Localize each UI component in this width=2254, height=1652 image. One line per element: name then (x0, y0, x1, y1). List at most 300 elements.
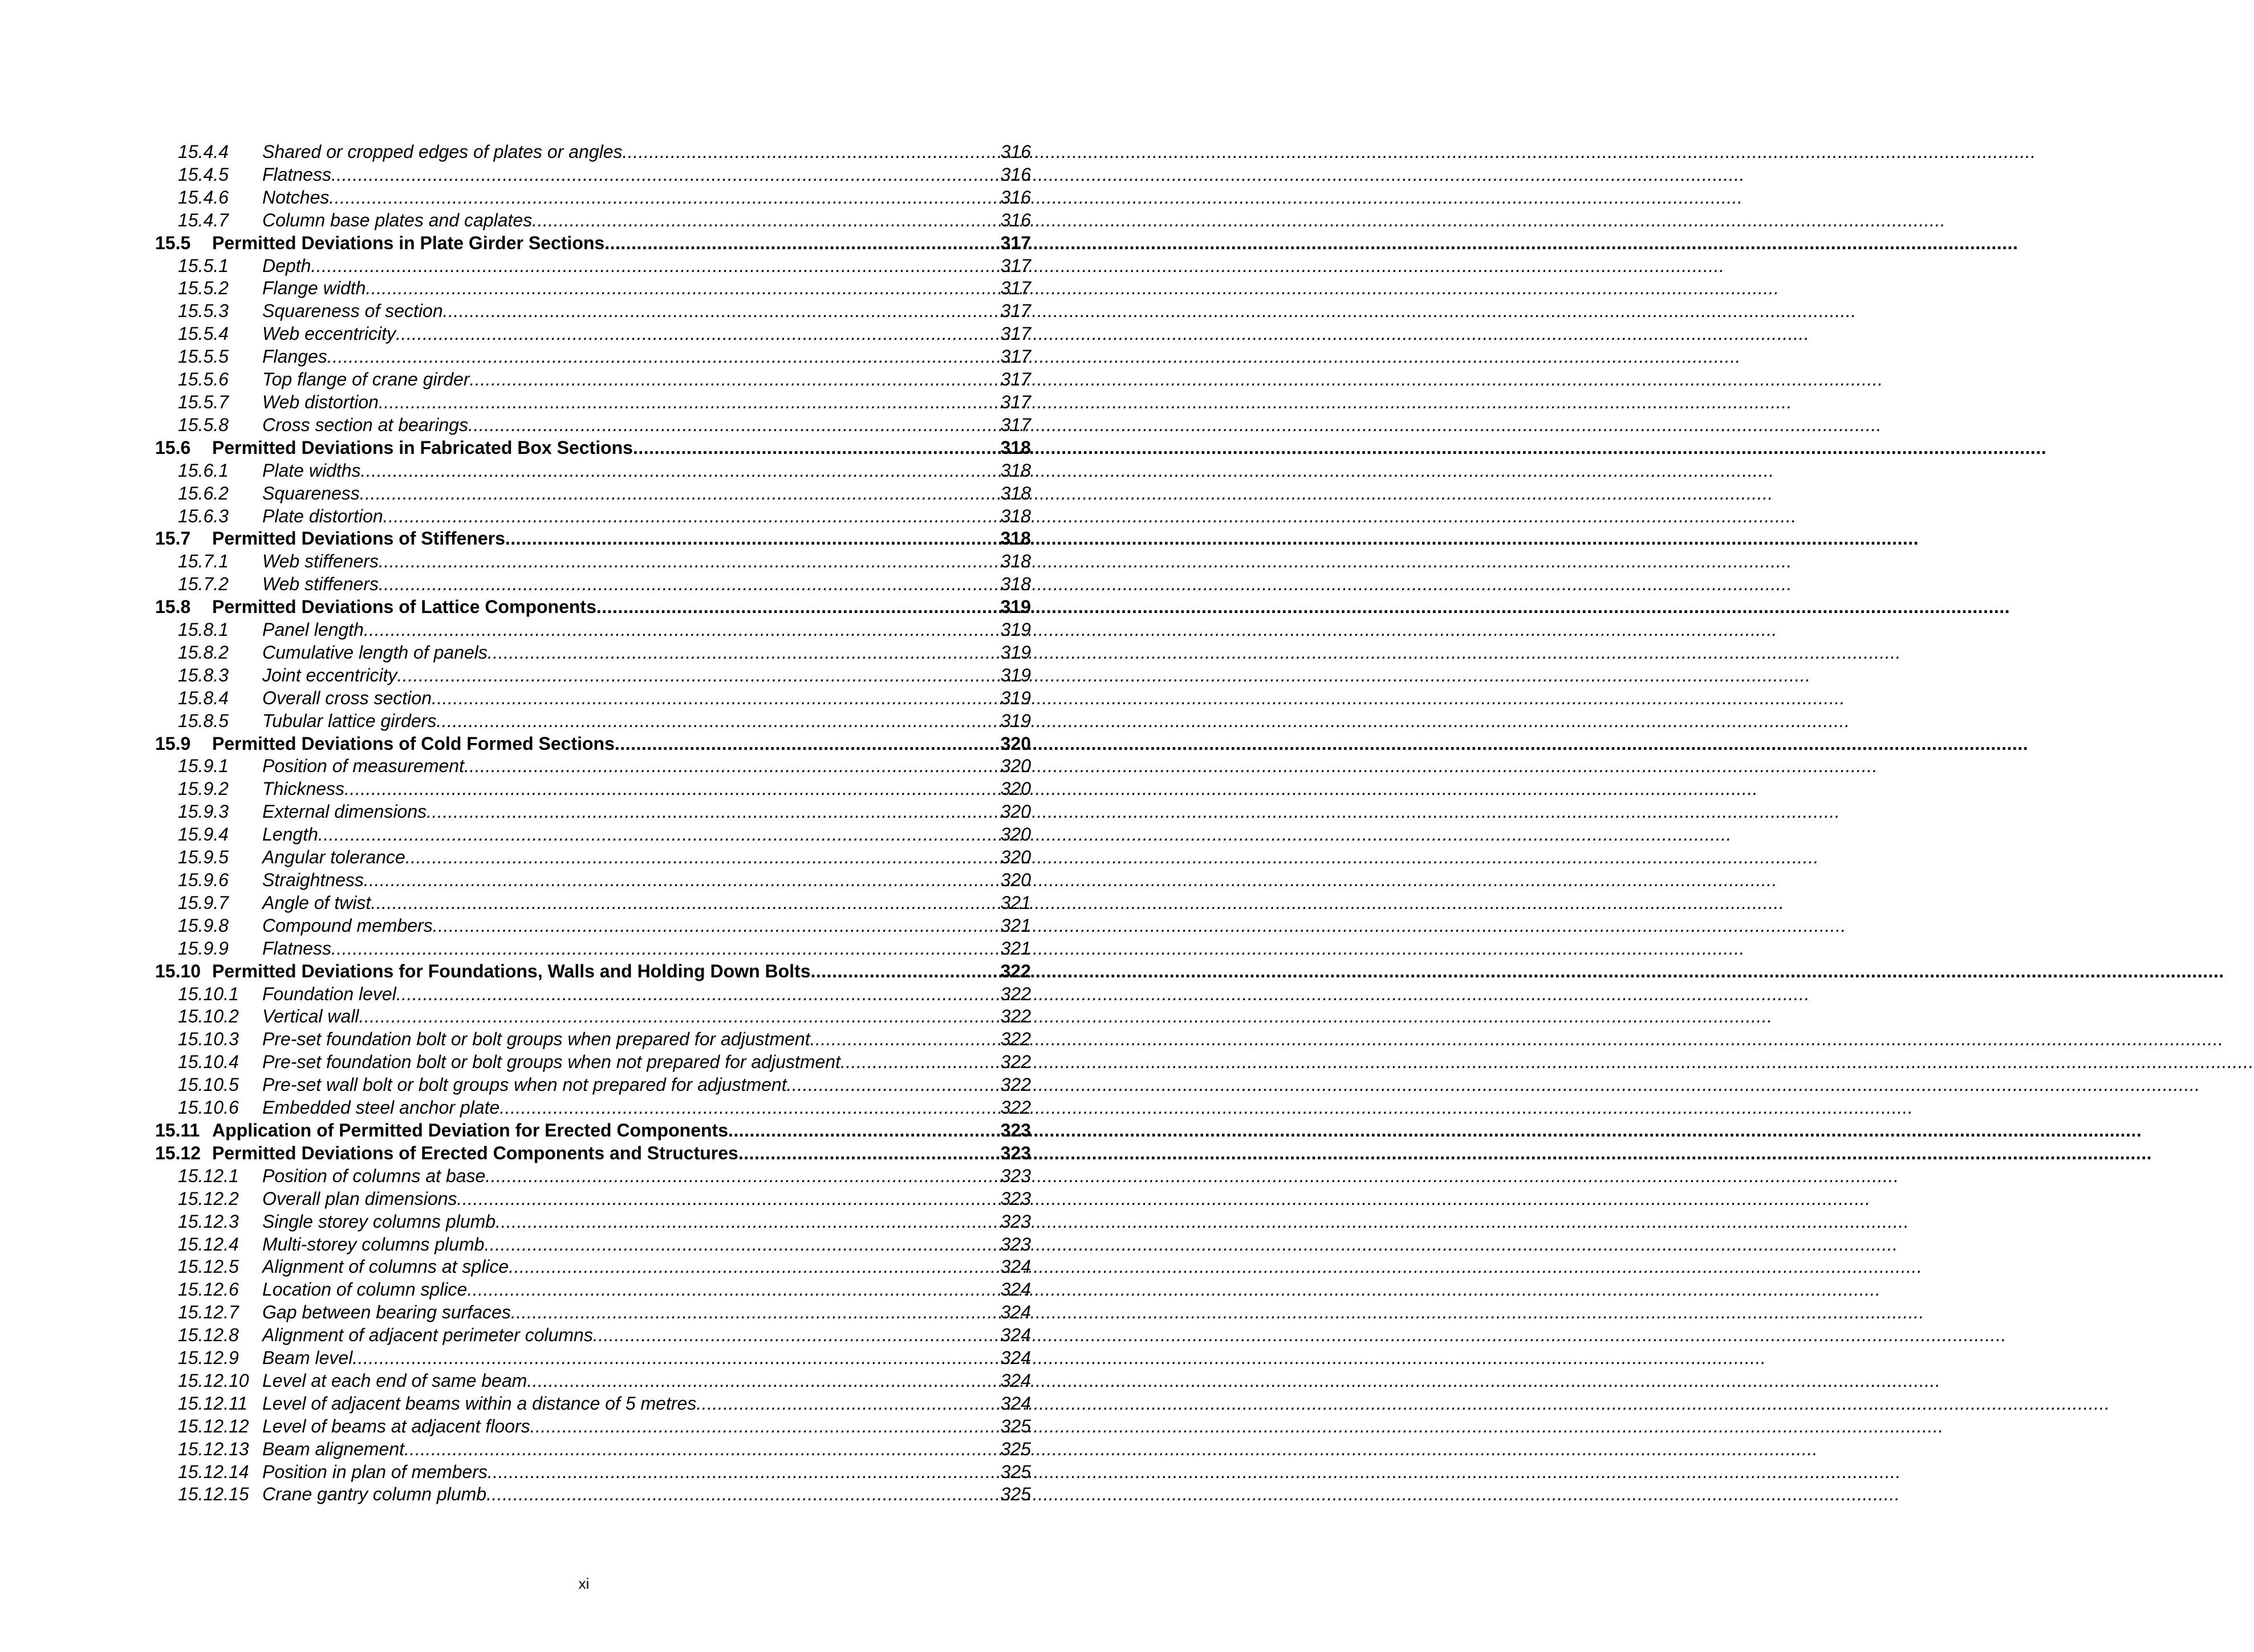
toc-subsection-entry[interactable] (155, 186, 1031, 209)
toc-entry-number: 15.5.1 (178, 255, 229, 276)
toc-entry-number: 15.12.14 (178, 1461, 249, 1482)
toc-entry-page: 317 (1000, 391, 1031, 412)
toc-entry-page: 324 (1000, 1370, 1031, 1391)
toc-subsection-entry[interactable] (155, 1438, 1031, 1461)
toc-subsection-entry[interactable] (155, 141, 1031, 164)
toc-section-entry[interactable] (155, 733, 1031, 756)
toc-subsection-entry[interactable] (155, 1097, 1031, 1119)
toc-subsection-entry[interactable] (155, 823, 1031, 846)
toc-dot-leader (427, 801, 1000, 823)
toc-entry-number: 15.12.6 (178, 1279, 239, 1300)
table-of-contents (155, 141, 1031, 1506)
toc-entry-title: Single storey columns plumb (262, 1211, 496, 1232)
toc-entry-page: 320 (1000, 801, 1031, 822)
toc-dot-leader (433, 915, 1001, 937)
toc-subsection-entry[interactable] (155, 414, 1031, 437)
toc-subsection-entry[interactable] (155, 1211, 1031, 1233)
toc-dot-leader (486, 1483, 1001, 1506)
toc-subsection-entry[interactable] (155, 255, 1031, 278)
toc-entry-number: 15.12.13 (178, 1438, 249, 1459)
toc-entry-page: 316 (1000, 164, 1031, 185)
toc-dot-leader (532, 209, 1000, 232)
toc-entry-title: Web stiffeners (262, 551, 379, 572)
toc-dot-leader (509, 1256, 1000, 1278)
toc-subsection-entry[interactable] (155, 1393, 1031, 1415)
toc-dot-leader (396, 983, 1001, 1006)
toc-entry-title: Flange width (262, 278, 366, 299)
toc-entry-number: 15.4.7 (178, 209, 229, 230)
toc-subsection-entry[interactable] (155, 505, 1031, 528)
toc-entry-page: 321 (1000, 937, 1031, 959)
toc-section-entry[interactable] (155, 437, 1031, 460)
toc-entry-number: 15.12.5 (178, 1256, 239, 1277)
toc-entry-number: 15.12.11 (178, 1393, 248, 1414)
toc-entry-number: 15.9.6 (178, 870, 229, 890)
toc-entry-number: 15.10.5 (178, 1074, 239, 1095)
toc-dot-leader (468, 414, 1001, 437)
toc-entry-number: 15.12.7 (178, 1302, 239, 1323)
toc-entry-number: 15.4.5 (178, 164, 229, 185)
toc-entry-title: Panel length (262, 619, 364, 640)
toc-entry-number: 15.9.4 (178, 824, 229, 845)
toc-entry-page: 324 (1000, 1302, 1031, 1323)
toc-entry-title: Angle of twist (262, 892, 371, 913)
toc-entry-page: 322 (1000, 1052, 1031, 1073)
toc-subsection-entry[interactable] (155, 1301, 1031, 1324)
toc-entry-title: Straightness (262, 870, 364, 890)
toc-subsection-entry[interactable] (155, 1165, 1031, 1188)
toc-dot-leader (470, 368, 1001, 391)
toc-subsection-entry[interactable] (155, 915, 1031, 937)
toc-subsection-entry[interactable] (155, 368, 1031, 391)
toc-entry-page: 323 (1000, 1165, 1031, 1186)
toc-entry-number: 15.5 (155, 232, 191, 253)
toc-subsection-entry[interactable] (155, 460, 1031, 482)
toc-entry-page: 319 (1000, 619, 1031, 640)
toc-entry-number: 15.4.6 (178, 186, 229, 208)
toc-entry-number: 15.8.4 (178, 687, 229, 708)
toc-entry-number: 15.5.7 (178, 391, 229, 412)
toc-dot-leader (633, 437, 1001, 460)
toc-entry-number: 15.12.1 (178, 1165, 239, 1186)
toc-entry-title: Alignment of columns at splice (262, 1256, 509, 1277)
toc-subsection-entry[interactable] (155, 937, 1031, 960)
toc-entry-title: Overall cross section (262, 687, 432, 708)
toc-entry-page: 323 (1000, 1188, 1031, 1209)
toc-dot-leader (329, 186, 1000, 209)
toc-entry-number: 15.12.9 (178, 1347, 239, 1369)
toc-subsection-entry[interactable] (155, 1233, 1031, 1256)
toc-entry-number: 15.12.15 (178, 1484, 249, 1505)
toc-dot-leader (457, 1188, 1001, 1211)
toc-entry-title: Length (262, 824, 318, 845)
toc-dot-leader (361, 460, 1001, 482)
toc-subsection-entry[interactable] (155, 642, 1031, 664)
toc-dot-leader (365, 277, 1000, 300)
toc-subsection-entry[interactable] (155, 573, 1031, 596)
toc-dot-leader (318, 823, 1001, 846)
toc-entry-number: 15.12.3 (178, 1211, 239, 1232)
toc-subsection-entry[interactable] (155, 346, 1031, 368)
toc-subsection-entry[interactable] (155, 1415, 1031, 1438)
toc-dot-leader (331, 937, 1001, 960)
toc-entry-title: Web eccentricity (262, 323, 396, 344)
toc-entry-number: 15.10.4 (178, 1052, 239, 1073)
toc-subsection-entry[interactable] (155, 1005, 1031, 1028)
toc-section-entry[interactable] (155, 527, 1031, 550)
toc-entry-number: 15.7 (155, 528, 191, 549)
toc-entry-page: 322 (1000, 1074, 1031, 1095)
toc-entry-number: 15.9.9 (178, 937, 229, 959)
toc-entry-title: Permitted Deviations in Fabricated Box Sections (212, 437, 633, 458)
toc-entry-title: Column base plates and caplates (262, 209, 533, 230)
toc-entry-page: 322 (1000, 960, 1031, 981)
toc-dot-leader (728, 1119, 1001, 1142)
toc-entry-page: 317 (1000, 232, 1031, 253)
toc-entry-title: Level of adjacent beams within a distance of 5 metres (262, 1393, 697, 1414)
toc-entry-number: 15.9.1 (178, 756, 229, 777)
toc-dot-leader (443, 300, 1001, 323)
toc-entry-page: 322 (1000, 983, 1031, 1004)
toc-entry-page: 319 (1000, 687, 1031, 708)
toc-entry-page: 316 (1000, 209, 1031, 230)
toc-dot-leader (488, 1461, 1001, 1484)
toc-subsection-entry[interactable] (155, 1324, 1031, 1347)
toc-subsection-entry[interactable] (155, 619, 1031, 642)
toc-dot-leader (331, 164, 1001, 186)
toc-dot-leader (436, 710, 1000, 733)
toc-entry-number: 15.8.5 (178, 710, 229, 731)
toc-entry-page: 324 (1000, 1279, 1031, 1300)
toc-entry-page: 320 (1000, 778, 1031, 799)
toc-entry-title: Notches (262, 186, 330, 208)
toc-entry-title: Foundation level (262, 983, 396, 1004)
toc-entry-number: 15.9.2 (178, 778, 229, 799)
toc-entry-number: 15.11 (155, 1119, 200, 1140)
toc-entry-title: Cumulative length of panels (262, 642, 488, 663)
toc-entry-title: Beam level (262, 1347, 353, 1369)
toc-entry-title: Permitted Deviations of Cold Formed Sections (212, 733, 615, 754)
toc-entry-title: Multi-storey columns plumb (262, 1233, 485, 1255)
toc-entry-title: External dimensions (262, 801, 427, 822)
toc-entry-page: 319 (1000, 710, 1031, 731)
toc-dot-leader (840, 1051, 1001, 1074)
toc-dot-leader (738, 1142, 1001, 1165)
toc-section-entry[interactable] (155, 1119, 1031, 1142)
toc-entry-page: 317 (1000, 255, 1031, 276)
toc-entry-page: 324 (1000, 1347, 1031, 1369)
toc-entry-title: Beam alignement (262, 1438, 405, 1459)
toc-dot-leader (359, 1005, 1001, 1028)
toc-entry-title: Angular tolerance (262, 847, 405, 868)
toc-entry-title: Thickness (262, 778, 345, 799)
toc-entry-number: 15.6.1 (178, 460, 229, 481)
toc-entry-number: 15.9.3 (178, 801, 229, 822)
toc-entry-number: 15.12.8 (178, 1325, 239, 1346)
toc-entry-page: 318 (1000, 482, 1031, 504)
toc-entry-number: 15.5.4 (178, 323, 229, 344)
toc-dot-leader (499, 1097, 1000, 1119)
toc-entry-title: Squareness (262, 482, 360, 504)
toc-dot-leader (371, 892, 1000, 915)
toc-entry-title: Joint eccentricity (262, 664, 397, 685)
toc-entry-title: Permitted Deviations in Plate Girder Sections (212, 232, 605, 253)
toc-entry-number: 15.9.8 (178, 915, 229, 936)
toc-dot-leader (593, 1324, 1001, 1347)
toc-entry-number: 15.5.8 (178, 414, 229, 435)
toc-dot-leader (364, 619, 1001, 642)
toc-dot-leader (527, 1370, 1000, 1393)
toc-entry-page: 316 (1000, 141, 1031, 162)
toc-entry-number: 15.12 (155, 1142, 201, 1163)
toc-dot-leader (379, 391, 1001, 414)
toc-entry-number: 15.5.5 (178, 346, 229, 367)
page-number: xi (578, 1575, 590, 1592)
toc-entry-title: Permitted Deviations of Erected Components and Structures (212, 1142, 738, 1163)
toc-entry-page: 320 (1000, 824, 1031, 845)
toc-entry-title: Pre-set foundation bolt or bolt groups when prepared for adjustment (262, 1029, 810, 1050)
toc-entry-page: 319 (1000, 596, 1031, 618)
toc-entry-title: Top flange of crane girder (262, 369, 470, 390)
toc-entry-title: Vertical wall (262, 1006, 359, 1027)
toc-entry-title: Gap between bearing surfaces (262, 1302, 511, 1323)
toc-entry-title: Position in plan of members (262, 1461, 488, 1482)
toc-entry-page: 323 (1000, 1142, 1031, 1163)
toc-dot-leader (464, 755, 1001, 778)
toc-entry-page: 318 (1000, 505, 1031, 526)
toc-dot-leader (360, 482, 1001, 505)
toc-entry-page: 318 (1000, 528, 1031, 549)
toc-entry-number: 15.4.4 (178, 141, 229, 162)
toc-entry-title: Depth (262, 255, 311, 276)
toc-entry-page: 317 (1000, 301, 1031, 322)
toc-subsection-entry[interactable] (155, 323, 1031, 346)
toc-subsection-entry[interactable] (155, 983, 1031, 1006)
toc-dot-leader (530, 1415, 1001, 1438)
toc-entry-number: 15.10.2 (178, 1006, 239, 1027)
toc-dot-leader (485, 1165, 1000, 1188)
toc-entry-page: 323 (1000, 1119, 1031, 1140)
toc-entry-title: Embedded steel anchor plate (262, 1097, 500, 1118)
toc-entry-number: 15.10.1 (178, 983, 239, 1004)
toc-subsection-entry[interactable] (155, 869, 1031, 892)
toc-entry-number: 15.10.3 (178, 1029, 239, 1050)
toc-entry-number: 15.9.7 (178, 892, 229, 913)
toc-entry-title: Squareness of section (262, 301, 443, 322)
toc-dot-leader (404, 1438, 1001, 1461)
toc-entry-title: Level of beams at adjacent floors (262, 1415, 530, 1436)
toc-dot-leader (496, 1211, 1001, 1233)
toc-entry-page: 320 (1000, 733, 1031, 754)
toc-entry-title: Compound members (262, 915, 433, 936)
toc-entry-page: 324 (1000, 1256, 1031, 1277)
toc-dot-leader (383, 505, 1001, 528)
toc-entry-number: 15.10.6 (178, 1097, 239, 1118)
toc-subsection-entry[interactable] (155, 1461, 1031, 1484)
toc-entry-number: 15.12.10 (178, 1370, 249, 1391)
toc-entry-page: 325 (1000, 1484, 1031, 1505)
toc-entry-page: 317 (1000, 323, 1031, 344)
toc-entry-number: 15.8.2 (178, 642, 229, 663)
toc-dot-leader (364, 869, 1001, 892)
toc-subsection-entry[interactable] (155, 164, 1031, 186)
toc-entry-number: 15.9.5 (178, 847, 229, 868)
toc-dot-leader (327, 346, 1001, 368)
toc-subsection-entry[interactable] (155, 801, 1031, 823)
toc-entry-number: 15.5.3 (178, 301, 229, 322)
toc-dot-leader (787, 1074, 1001, 1097)
toc-subsection-entry[interactable] (155, 482, 1031, 505)
toc-entry-page: 322 (1000, 1097, 1031, 1118)
toc-entry-title: Pre-set wall bolt or bolt groups when not prepared for adjustment (262, 1074, 787, 1095)
toc-subsection-entry[interactable] (155, 1370, 1031, 1393)
toc-subsection-entry[interactable] (155, 1074, 1031, 1097)
toc-dot-leader (505, 527, 1001, 550)
toc-entry-title: Position of columns at base (262, 1165, 486, 1186)
toc-subsection-entry[interactable] (155, 1028, 1031, 1051)
toc-entry-page: 322 (1000, 1029, 1031, 1050)
toc-entry-page: 320 (1000, 847, 1031, 868)
toc-entry-page: 317 (1000, 278, 1031, 299)
toc-entry-number: 15.12.2 (178, 1188, 239, 1209)
toc-entry-title: Overall plan dimensions (262, 1188, 457, 1209)
toc-subsection-entry[interactable] (155, 1256, 1031, 1278)
toc-entry-title: Alignment of adjacent perimeter columns (262, 1325, 593, 1346)
toc-section-entry[interactable] (155, 960, 1031, 983)
toc-dot-leader (397, 664, 1001, 687)
toc-entry-page: 317 (1000, 369, 1031, 390)
toc-subsection-entry[interactable] (155, 391, 1031, 414)
toc-dot-leader (696, 1393, 1000, 1415)
toc-entry-title: Level at each end of same beam (262, 1370, 527, 1391)
toc-entry-page: 321 (1000, 892, 1031, 913)
toc-dot-leader (484, 1233, 1000, 1256)
toc-section-entry[interactable] (155, 596, 1031, 619)
toc-entry-number: 15.6.3 (178, 505, 229, 526)
toc-entry-page: 323 (1000, 1233, 1031, 1255)
toc-entry-page: 325 (1000, 1438, 1031, 1459)
toc-entry-page: 324 (1000, 1393, 1031, 1414)
toc-entry-title: Crane gantry column plumb (262, 1484, 487, 1505)
toc-dot-leader (379, 550, 1001, 573)
toc-dot-leader (623, 141, 1001, 164)
toc-entry-number: 15.8 (155, 596, 191, 618)
toc-dot-leader (604, 232, 1000, 255)
toc-entry-page: 318 (1000, 437, 1031, 458)
toc-subsection-entry[interactable] (155, 1278, 1031, 1301)
toc-entry-page: 318 (1000, 574, 1031, 595)
toc-subsection-entry[interactable] (155, 710, 1031, 733)
toc-entry-page: 316 (1000, 186, 1031, 208)
toc-entry-page: 319 (1000, 664, 1031, 685)
toc-entry-page: 324 (1000, 1325, 1031, 1346)
toc-subsection-entry[interactable] (155, 755, 1031, 778)
toc-entry-title: Plate widths (262, 460, 361, 481)
toc-entry-title: Pre-set foundation bolt or bolt groups when not prepared for adjustment (262, 1052, 840, 1073)
toc-entry-page: 320 (1000, 870, 1031, 890)
toc-entry-number: 15.6 (155, 437, 191, 458)
toc-dot-leader (352, 1347, 1000, 1370)
toc-dot-leader (488, 642, 1001, 664)
toc-dot-leader (379, 573, 1001, 596)
toc-dot-leader (405, 846, 1001, 869)
toc-subsection-entry[interactable] (155, 277, 1031, 300)
toc-dot-leader (596, 596, 1001, 619)
toc-entry-number: 15.6.2 (178, 482, 229, 504)
toc-subsection-entry[interactable] (155, 846, 1031, 869)
toc-entry-title: Location of column splice (262, 1279, 468, 1300)
toc-dot-leader (810, 1028, 1001, 1051)
toc-dot-leader (396, 323, 1000, 346)
toc-subsection-entry[interactable] (155, 209, 1031, 232)
toc-entry-number: 15.5.2 (178, 278, 229, 299)
toc-entry-page: 318 (1000, 551, 1031, 572)
toc-entry-page: 325 (1000, 1461, 1031, 1482)
toc-subsection-entry[interactable] (155, 687, 1031, 710)
toc-dot-leader (511, 1301, 1001, 1324)
toc-subsection-entry[interactable] (155, 1347, 1031, 1370)
toc-entry-title: Plate distortion (262, 505, 383, 526)
toc-entry-page: 325 (1000, 1415, 1031, 1436)
toc-entry-page: 318 (1000, 460, 1031, 481)
toc-entry-number: 15.9 (155, 733, 191, 754)
toc-subsection-entry[interactable] (155, 300, 1031, 323)
toc-entry-title: Shared or cropped edges of plates or angles (262, 141, 623, 162)
toc-subsection-entry[interactable] (155, 1188, 1031, 1211)
toc-entry-title: Position of measurement (262, 756, 464, 777)
toc-entry-number: 15.12.4 (178, 1233, 239, 1255)
toc-entry-page: 323 (1000, 1211, 1031, 1232)
toc-entry-number: 15.10 (155, 960, 201, 981)
toc-subsection-entry[interactable] (155, 892, 1031, 915)
toc-entry-title: Tubular lattice girders (262, 710, 437, 731)
toc-dot-leader (467, 1278, 1000, 1301)
toc-dot-leader (432, 687, 1001, 710)
toc-entry-title: Permitted Deviations of Lattice Components (212, 596, 596, 618)
toc-entry-title: Permitted Deviations for Foundations, Walls and Holding Down Bolts (212, 960, 811, 981)
toc-entry-number: 15.8.3 (178, 664, 229, 685)
toc-entry-number: 15.12.12 (178, 1415, 249, 1436)
toc-entry-page: 321 (1000, 915, 1031, 936)
toc-entry-page: 320 (1000, 756, 1031, 777)
toc-entry-number: 15.5.6 (178, 369, 229, 390)
toc-entry-title: Flatness (262, 164, 331, 185)
toc-section-entry[interactable] (155, 1142, 1031, 1165)
toc-entry-title: Permitted Deviations of Stiffeners (212, 528, 505, 549)
toc-subsection-entry[interactable] (155, 664, 1031, 687)
toc-section-entry[interactable] (155, 232, 1031, 255)
toc-entry-title: Application of Permitted Deviation for Erected Components (212, 1119, 728, 1140)
toc-entry-title: Web distortion (262, 391, 379, 412)
toc-entry-title: Web stiffeners (262, 574, 379, 595)
toc-entry-number: 15.7.2 (178, 574, 229, 595)
toc-entry-page: 317 (1000, 414, 1031, 435)
toc-subsection-entry[interactable] (155, 550, 1031, 573)
toc-entry-title: Flanges (262, 346, 327, 367)
toc-dot-leader (811, 960, 1001, 983)
toc-entry-number: 15.8.1 (178, 619, 229, 640)
toc-subsection-entry[interactable] (155, 778, 1031, 801)
toc-subsection-entry[interactable] (155, 1051, 1031, 1074)
toc-subsection-entry[interactable] (155, 1483, 1031, 1506)
toc-entry-title: Flatness (262, 937, 331, 959)
toc-entry-title: Cross section at bearings (262, 414, 469, 435)
toc-entry-page: 319 (1000, 642, 1031, 663)
toc-entry-page: 322 (1000, 1006, 1031, 1027)
toc-entry-page: 317 (1000, 346, 1031, 367)
toc-dot-leader (311, 255, 1000, 278)
toc-entry-number: 15.7.1 (178, 551, 229, 572)
